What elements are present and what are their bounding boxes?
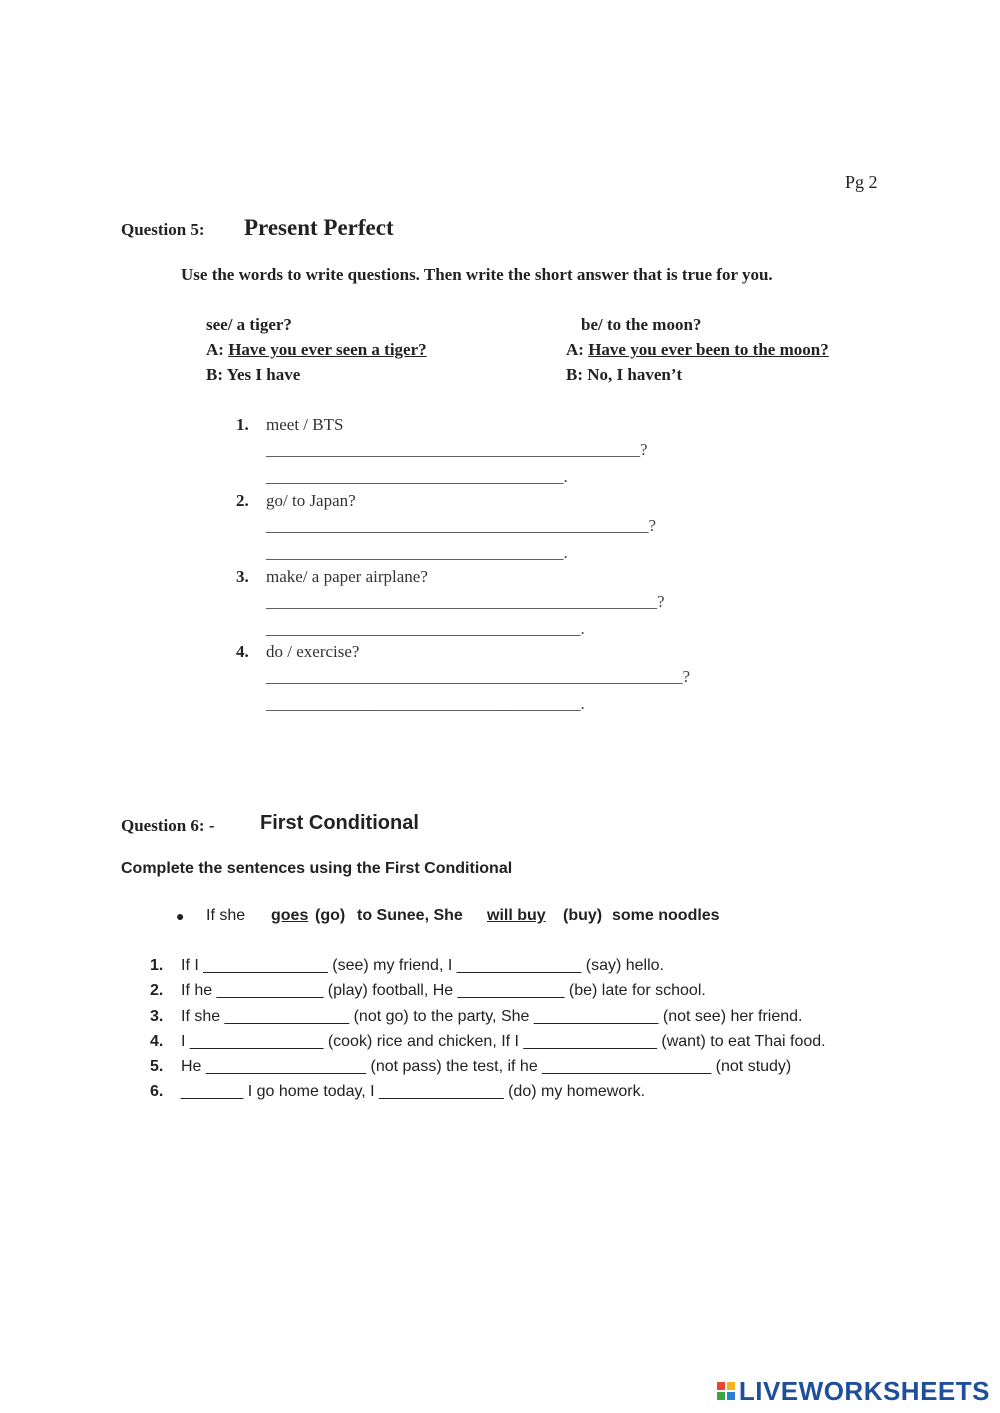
q5-item-3-answer-line[interactable]: _____________________________________. (266, 619, 585, 638)
q5-item-3-question-line[interactable]: ______________________________________________? (266, 592, 665, 611)
q6-example-answer1: goes (271, 907, 309, 924)
q5-item-3-prompt: make/ a paper airplane? (266, 567, 428, 586)
q5-instruction: Use the words to write questions. Then write the short answer that is true for you. (181, 265, 773, 284)
example-right-answer-b: B: No, I haven’t (566, 365, 683, 384)
example-left-answer-a (206, 340, 427, 360)
q6-example-part3: some noodles (612, 907, 720, 924)
q6-example-part1: If she (206, 907, 246, 924)
q6-item-1-number: 1. (150, 957, 164, 974)
q5-item-2-question-line[interactable]: _____________________________________________? (266, 516, 657, 535)
q6-item-4-number: 4. (150, 1033, 164, 1050)
q5-item-3-number: 3. (236, 567, 249, 586)
example-right-answer-a (566, 340, 829, 360)
q6-item-6-number: 6. (150, 1083, 164, 1100)
example-right-prompt: be/ to the moon? (581, 315, 702, 334)
logo-text: LIVEWORKSHEETS (738, 1375, 990, 1406)
liveworksheets-logo (717, 1377, 990, 1405)
q6-item-3-text[interactable]: If she ______________ (not go) to the party, She ______________ (not see) her friend. (181, 1008, 803, 1025)
q5-item-1-prompt: meet / BTS (266, 415, 344, 434)
q6-example-hint1: (go) (315, 907, 346, 924)
q5-item-4-prompt: do / exercise? (266, 642, 360, 661)
q5-item-2-answer-line[interactable]: ___________________________________. (266, 543, 568, 562)
q6-item-2-number: 2. (150, 982, 164, 999)
page-number: Pg 2 (845, 172, 878, 192)
example-left-a-label: A: (206, 340, 224, 359)
example-right-a-label: A: (566, 340, 584, 359)
example-right-a-text: Have you ever been to the moon? (588, 340, 829, 359)
q5-item-1-answer-line[interactable]: ___________________________________. (266, 467, 568, 486)
q6-item-1-text[interactable]: If I ______________ (see) my friend, I ______________ (say) hello. (181, 957, 664, 974)
q6-item-6-text[interactable]: _______ I go home today, I ______________ (do) my homework. (181, 1083, 646, 1100)
q5-title: Present Perfect (244, 215, 394, 240)
q6-item-5-text[interactable]: He __________________ (not pass) the test, if he ___________________ (not study) (181, 1058, 792, 1075)
q6-example-bullet: ● (176, 908, 185, 924)
q5-item-2-prompt: go/ to Japan? (266, 491, 356, 510)
q6-item-2-text[interactable]: If he ____________ (play) football, He ____________ (be) late for school. (181, 982, 706, 999)
q6-label: Question 6: - (121, 816, 215, 835)
q6-example-answer2: will buy (487, 907, 546, 924)
q6-example-part2: to Sunee, She (357, 907, 463, 924)
q5-label: Question 5: (121, 220, 205, 239)
example-left-prompt: see/ a tiger? (206, 315, 292, 334)
q6-title: First Conditional (260, 812, 419, 834)
q5-item-4-answer-line[interactable]: _____________________________________. (266, 694, 585, 713)
q5-item-1-number: 1. (236, 415, 249, 434)
example-left-answer-b: B: Yes I have (206, 365, 301, 384)
example-left-a-text: Have you ever seen a tiger? (228, 340, 427, 359)
q6-item-5-number: 5. (150, 1058, 164, 1075)
q5-item-4-number: 4. (236, 642, 249, 661)
q6-item-3-number: 3. (150, 1008, 164, 1025)
q6-instruction: Complete the sentences using the First Conditional (121, 860, 513, 877)
q5-item-2-number: 2. (236, 491, 249, 510)
q5-item-1-question-line[interactable]: ____________________________________________? (266, 440, 648, 459)
q5-item-4-question-line[interactable]: _________________________________________________? (266, 667, 691, 686)
logo-mark-icon (717, 1382, 735, 1400)
q6-item-4-text[interactable]: I _______________ (cook) rice and chicken, If I _______________ (want) to eat Thai food. (181, 1033, 826, 1050)
q6-example-hint2: (buy) (563, 907, 603, 924)
